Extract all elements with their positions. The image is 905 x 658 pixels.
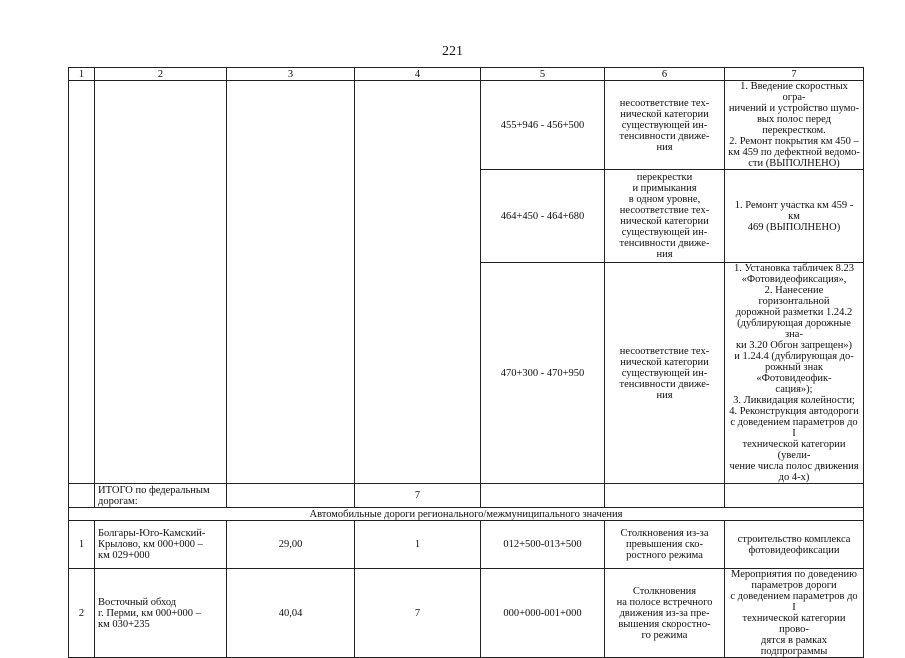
row-number: 2 xyxy=(69,569,95,658)
measures-cell: 1. Ремонт участка км 459 - км 469 (ВЫПОЛНЕНО) xyxy=(725,170,864,263)
measures-cell: Мероприятия по доведению параметров дороги с доведением параметров до I технической категории прово- дятся в рамках подпрограммы xyxy=(725,569,864,658)
row-number: 1 xyxy=(69,521,95,569)
range-cell: 000+000-001+000 xyxy=(481,569,605,658)
header-cell: 1 xyxy=(69,68,95,81)
empty-cell xyxy=(69,484,95,508)
measures-cell: строительство комплекса фотовидеофиксации xyxy=(725,521,864,569)
header-cell: 6 xyxy=(605,68,725,81)
reason-cell: Столкновения из-за превышения ско- ростного режима xyxy=(605,521,725,569)
header-cell: 2 xyxy=(95,68,227,81)
empty-cell xyxy=(355,81,481,484)
range-cell: 464+450 - 464+680 xyxy=(481,170,605,263)
empty-cell xyxy=(227,484,355,508)
road-safety-table xyxy=(68,67,864,658)
length-cell: 29,00 xyxy=(227,521,355,569)
empty-cell xyxy=(69,81,95,484)
header-cell: 5 xyxy=(481,68,605,81)
reason-cell: перекрестки и примыкания в одном уровне, несоответствие тех- нической категории существующей ин- тенсивности движе- ния xyxy=(605,170,725,263)
table-row xyxy=(69,81,864,170)
empty-cell xyxy=(481,484,605,508)
length-cell: 40,04 xyxy=(227,569,355,658)
table-row xyxy=(69,521,864,569)
section-row xyxy=(69,508,864,521)
count-cell: 7 xyxy=(355,569,481,658)
section-title: Автомобильные дороги регионального/межмуниципального значения xyxy=(69,508,864,521)
page-number: 221 xyxy=(442,44,463,59)
header-cell: 3 xyxy=(227,68,355,81)
empty-cell xyxy=(95,81,227,484)
measures-cell: 1. Введение скоростных огра- ничений и устройство шумо- вых полос перед перекрестком. 2. Ремонт покрытия км 450 – км 459 по дефектной ведомо- сти (ВЫПОЛНЕНО) xyxy=(725,81,864,170)
reason-cell: Столкновения на полосе встречного движения из-за пре- вышения скоростно- го режима xyxy=(605,569,725,658)
total-count: 7 xyxy=(355,484,481,508)
header-row xyxy=(69,68,864,81)
reason-cell: несоответствие тех- нической категории существующей ин- тенсивности движе- ния xyxy=(605,81,725,170)
range-cell: 470+300 - 470+950 xyxy=(481,263,605,484)
total-row xyxy=(69,484,864,508)
reason-cell: несоответствие тех- нической категории существующей ин- тенсивности движе- ния xyxy=(605,263,725,484)
measures-cell: 1. Установка табличек 8.23 «Фотовидеофиксация», 2. Нанесение горизонтальной дорожной разметки 1.24.2 (дублирующая дорожные зна- ки 3.20 Обгон запрещен») и 1.24.4 (дублирующая до- рожный знак «Фотовидеофик- сация»); 3. Ликвидация колейности; 4. Реконструкция автодороги с доведением параметров до I технической категории (увели- чение числа полос движения до 4-х) xyxy=(725,263,864,484)
road-name-cell: Болгары-Юго-Камский- Крылово, км 000+000 – км 029+000 xyxy=(95,521,227,569)
table-row xyxy=(69,569,864,658)
header-cell: 4 xyxy=(355,68,481,81)
empty-cell xyxy=(227,81,355,484)
count-cell: 1 xyxy=(355,521,481,569)
range-cell: 455+946 - 456+500 xyxy=(481,81,605,170)
empty-cell xyxy=(725,484,864,508)
range-cell: 012+500-013+500 xyxy=(481,521,605,569)
empty-cell xyxy=(605,484,725,508)
road-name-cell: Восточный обход г. Перми, км 000+000 – км 030+235 xyxy=(95,569,227,658)
header-cell: 7 xyxy=(725,68,864,81)
total-label: ИТОГО по федеральным дорогам: xyxy=(95,484,227,508)
